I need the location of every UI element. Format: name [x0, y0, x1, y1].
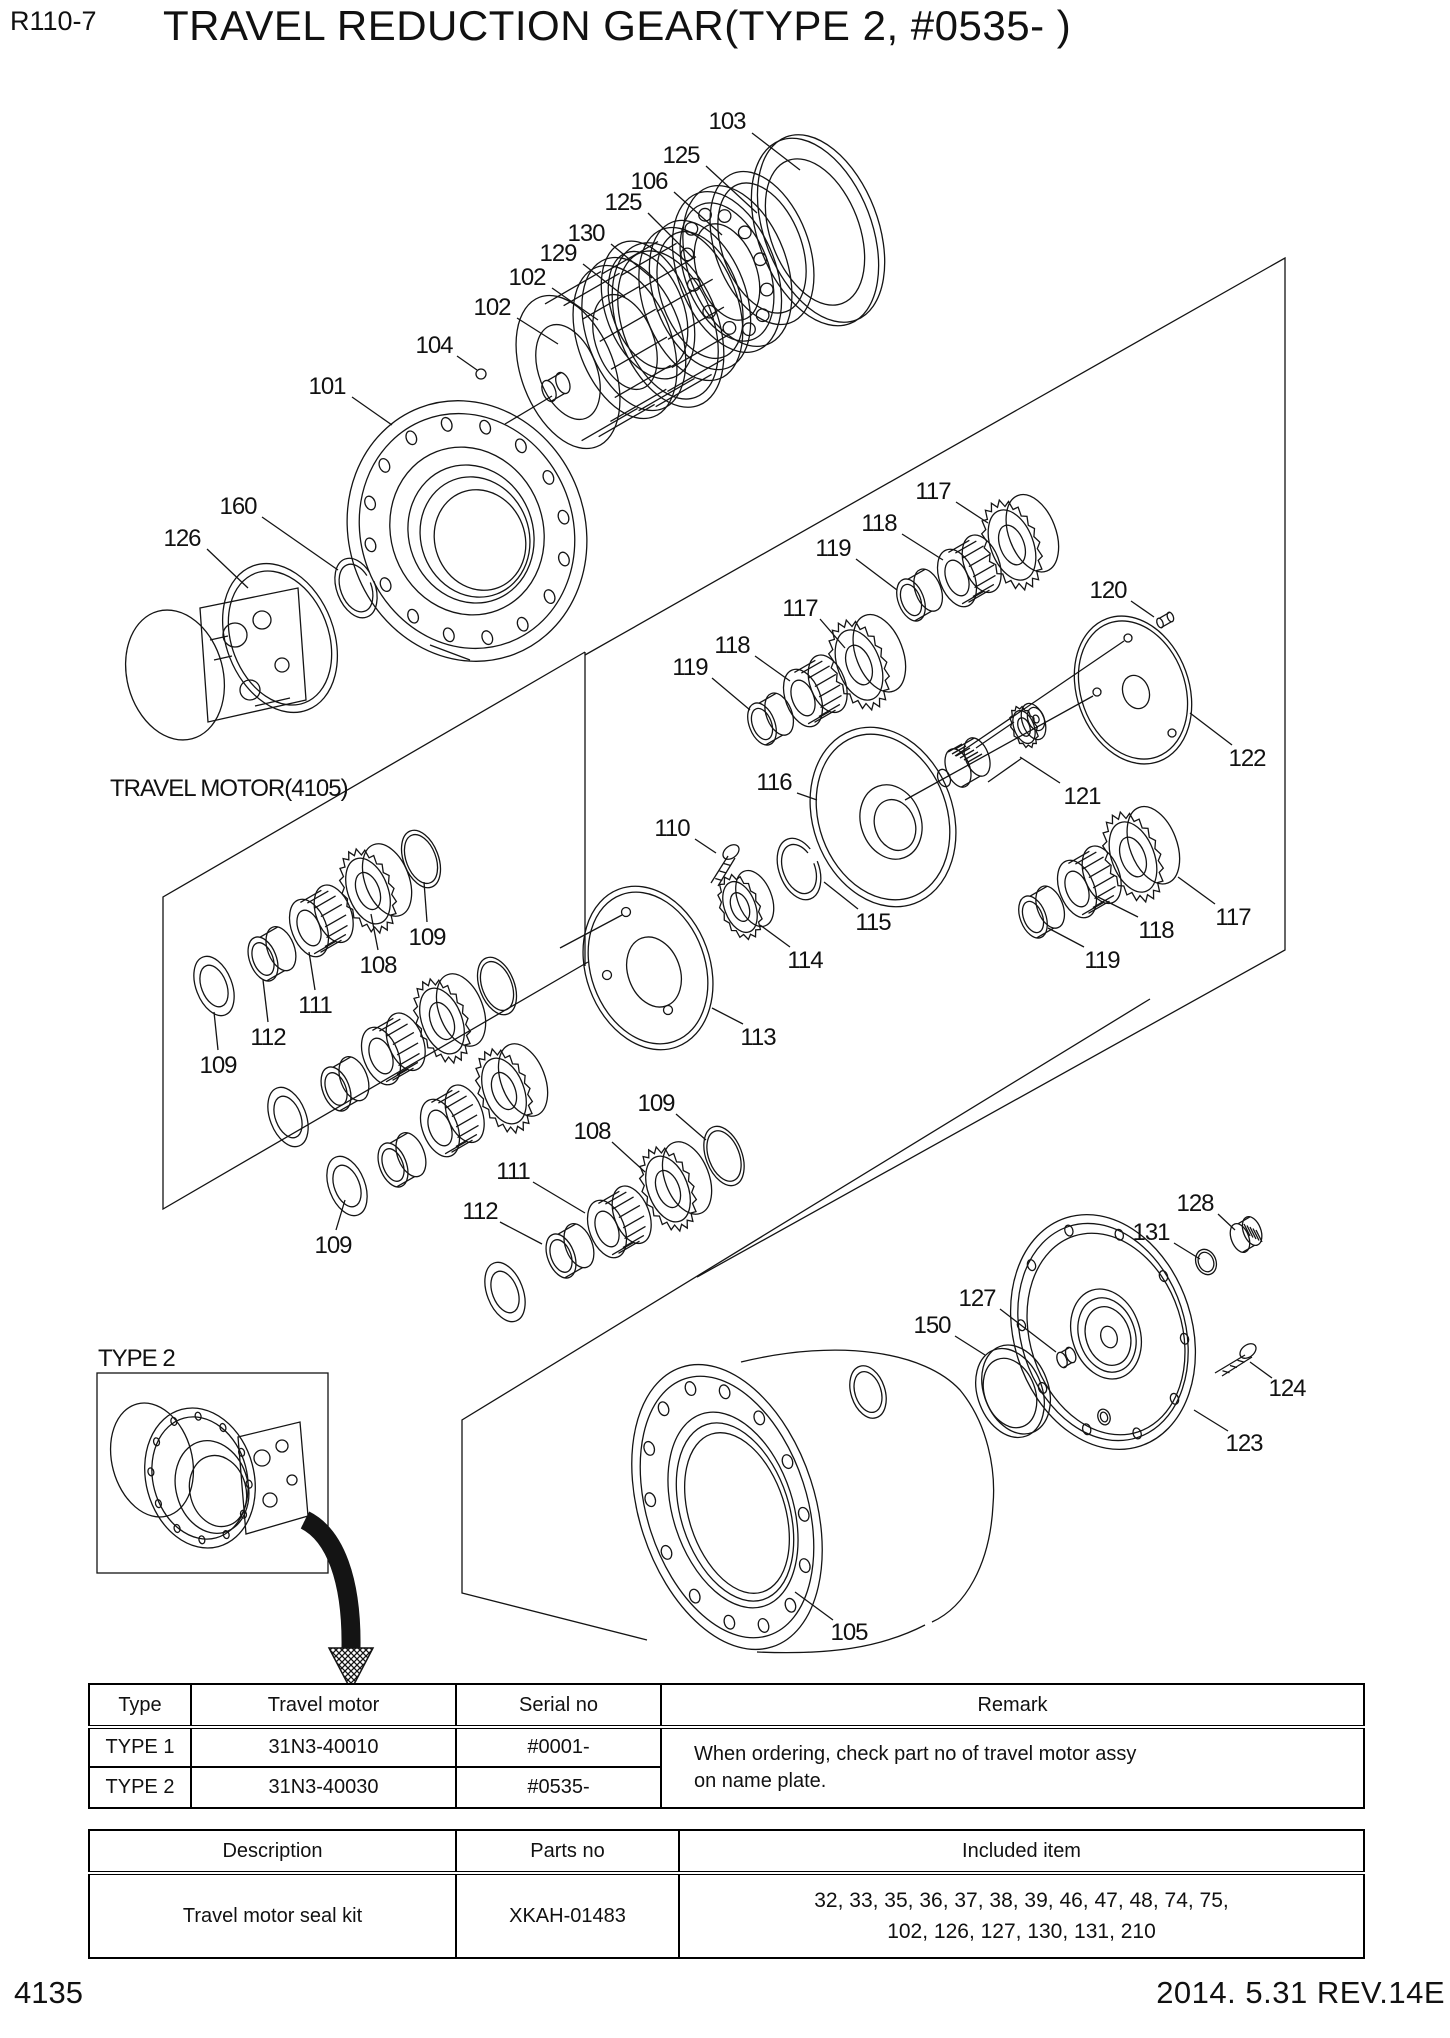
- callout-leader-line: [309, 952, 315, 990]
- callout-label: 120: [1089, 577, 1127, 604]
- motor-header-travel: Travel motor: [191, 1684, 456, 1727]
- callout-leader-line: [1218, 1214, 1235, 1230]
- callout-leader-line: [1174, 1243, 1200, 1259]
- callout-leader-line: [706, 166, 757, 213]
- callout-label: 123: [1225, 1430, 1263, 1457]
- cell-seal-description: Travel motor seal kit: [89, 1873, 456, 1958]
- callout-leader-line: [695, 839, 716, 853]
- page-title: TRAVEL REDUCTION GEAR(TYPE 2, #0535- ): [163, 2, 1072, 49]
- included-line-1: 32, 33, 35, 36, 37, 38, 39, 46, 47, 48, 74, 75,: [814, 1888, 1229, 1912]
- callout-label: 118: [1138, 917, 1174, 944]
- callout-leader-line: [902, 534, 943, 560]
- callout-label: 112: [462, 1198, 498, 1225]
- seal-kit-header-row: [89, 1830, 1364, 1873]
- callout-label: 111: [298, 992, 332, 1019]
- callout-label: 104: [415, 332, 453, 359]
- callout-label: 115: [855, 909, 891, 936]
- callout-label: 125: [604, 189, 642, 216]
- callout-leader-line: [956, 502, 988, 523]
- sealkit-header-description: Description: [89, 1830, 456, 1873]
- cell-type1-partno: 31N3-40010: [191, 1727, 456, 1767]
- included-line-2: 102, 126, 127, 130, 131, 210: [887, 1920, 1156, 1943]
- callout-leader-line: [676, 1114, 706, 1140]
- seal-kit-row: [89, 1873, 1364, 1958]
- callout-leader-line: [1131, 601, 1154, 617]
- callout-leader-line: [955, 1336, 985, 1355]
- callout-label: 117: [915, 478, 951, 505]
- callout-label: 102: [473, 294, 511, 321]
- callout-label: 102: [508, 264, 546, 291]
- callout-leader-line: [352, 397, 392, 425]
- cell-type1: TYPE 1: [89, 1727, 191, 1767]
- callout-label: 106: [630, 168, 668, 195]
- callout-label: 105: [830, 1619, 868, 1646]
- callout-label: 118: [861, 510, 897, 537]
- callout-label: 116: [756, 769, 792, 796]
- callout-label: 119: [815, 535, 851, 562]
- callout-leader-line: [583, 264, 625, 297]
- motor-header-serial: Serial no: [456, 1684, 661, 1727]
- motor-header-remark: Remark: [661, 1684, 1364, 1727]
- callout-label: 109: [637, 1090, 675, 1117]
- part-callouts: [98, 108, 1306, 1646]
- callout-label: 126: [163, 525, 201, 552]
- callout-label: 122: [1228, 745, 1266, 772]
- part-shapes: [97, 117, 1285, 1690]
- callout-label: 160: [219, 493, 257, 520]
- callout-leader-line: [1048, 928, 1084, 947]
- callout-leader-line: [1190, 713, 1232, 745]
- callout-label: 131: [1132, 1219, 1170, 1246]
- callout-leader-line: [500, 1222, 542, 1244]
- motor-table-header-row: [89, 1684, 1364, 1727]
- callout-leader-line: [712, 678, 750, 710]
- cell-remark: [661, 1727, 1364, 1808]
- sealkit-header-included: Included item: [679, 1830, 1364, 1873]
- callout-label: 118: [714, 632, 750, 659]
- callout-label: 119: [1084, 947, 1120, 974]
- callout-label: 113: [740, 1024, 776, 1051]
- callout-label: 109: [314, 1232, 352, 1259]
- callout-label: 150: [913, 1312, 951, 1339]
- type2-caption: TYPE 2: [98, 1345, 175, 1372]
- callout-label: 101: [308, 373, 346, 400]
- callout-leader-line: [1178, 877, 1215, 904]
- revision-date: 2014. 5.31 REV.14E: [1156, 1975, 1445, 2010]
- callout-leader-line: [207, 549, 248, 588]
- callout-label: 111: [496, 1158, 530, 1185]
- callout-leader-line: [457, 356, 477, 370]
- callout-label: 121: [1063, 783, 1101, 810]
- cell-type1-serial: #0001-: [456, 1727, 661, 1767]
- callout-label: 114: [787, 947, 823, 974]
- callout-label: 109: [408, 924, 446, 951]
- travel-motor-caption: TRAVEL MOTOR(4105): [110, 775, 348, 802]
- page-number: 4135: [14, 1975, 83, 2010]
- callout-label: 130: [567, 220, 605, 247]
- callout-label: 119: [672, 654, 708, 681]
- callout-label: 117: [782, 595, 818, 622]
- callout-leader-line: [755, 656, 790, 681]
- callout-label: 127: [958, 1285, 996, 1312]
- cell-seal-partsno: XKAH-01483: [456, 1873, 679, 1958]
- callout-label: 110: [654, 815, 690, 842]
- callout-leader-line: [214, 1012, 218, 1050]
- cell-type2: TYPE 2: [89, 1767, 191, 1808]
- callout-leader-line: [552, 288, 598, 320]
- callout-leader-line: [262, 517, 338, 570]
- callout-leader-line: [760, 925, 790, 947]
- callout-leader-line: [1194, 1410, 1228, 1431]
- cell-type2-serial: #0535-: [456, 1767, 661, 1808]
- callout-label: 109: [199, 1052, 237, 1079]
- motor-type-table: [88, 1683, 1365, 1809]
- cell-seal-included: [679, 1873, 1364, 1958]
- motor-row-type1: [89, 1727, 1364, 1767]
- callout-leader-line: [1250, 1362, 1272, 1378]
- remark-line-2: on name plate.: [694, 1770, 827, 1792]
- motor-header-type: Type: [89, 1684, 191, 1727]
- sealkit-header-partsno: Parts no: [456, 1830, 679, 1873]
- callout-label: 125: [662, 142, 700, 169]
- model-code: R110-7: [10, 6, 97, 36]
- callout-leader-line: [533, 1182, 585, 1213]
- callout-leader-line: [797, 793, 817, 800]
- callout-leader-line: [824, 882, 858, 909]
- callout-label: 129: [539, 240, 577, 267]
- cell-type2-partno: 31N3-40030: [191, 1767, 456, 1808]
- callout-leader-line: [1098, 897, 1138, 917]
- callout-label: 124: [1268, 1375, 1306, 1402]
- seal-kit-table: [88, 1829, 1365, 1959]
- remark-line-1: When ordering, check part no of travel motor assy: [694, 1743, 1137, 1765]
- callout-leader-line: [371, 914, 378, 950]
- callout-label: 108: [573, 1118, 611, 1145]
- callout-label: 103: [708, 108, 746, 135]
- callout-leader-line: [1020, 757, 1060, 783]
- callout-label: 112: [250, 1024, 286, 1051]
- callout-label: 108: [359, 952, 397, 979]
- callout-leader-line: [263, 980, 268, 1022]
- callout-leader-line: [856, 559, 897, 590]
- callout-label: 128: [1176, 1190, 1214, 1217]
- callout-leader-line: [712, 1008, 743, 1024]
- callout-label: 117: [1215, 904, 1251, 931]
- callout-leader-line: [612, 1142, 645, 1172]
